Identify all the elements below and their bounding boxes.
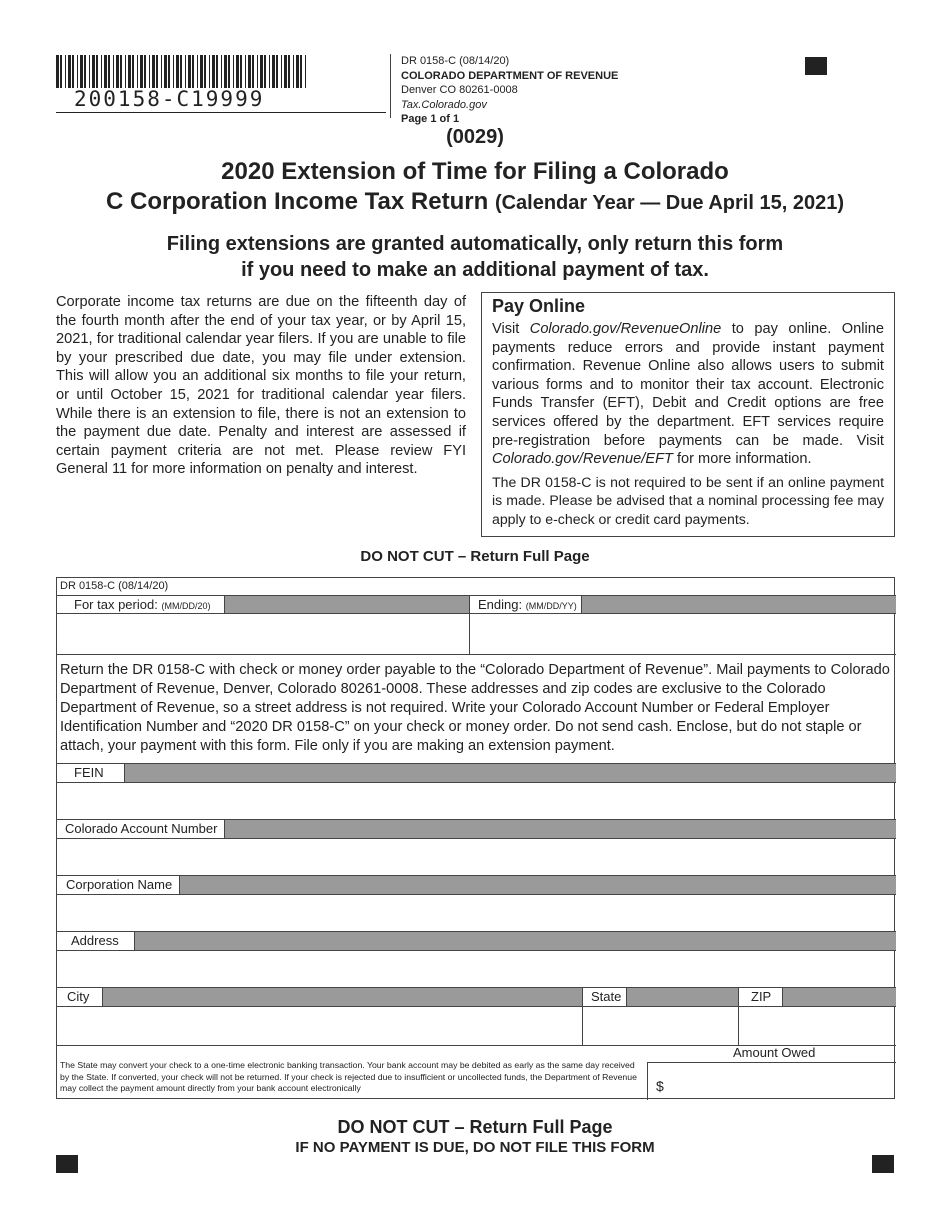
barcode-bar (180, 55, 182, 88)
ending-label (470, 596, 582, 613)
barcode-bar (72, 55, 74, 88)
voucher-form-id: DR 0158-C (08/14/20) (60, 580, 169, 592)
pay-online-text-a: Visit (492, 321, 530, 337)
barcode-bar (216, 55, 218, 88)
state-input[interactable] (583, 1007, 738, 1045)
barcode-bar (305, 55, 306, 88)
barcode-bar (161, 55, 162, 88)
barcode-bar (188, 55, 191, 88)
tax-period-label (57, 596, 225, 613)
header-form-id: DR 0158-C (08/14/20) (401, 55, 510, 67)
barcode-bar (176, 55, 179, 88)
pay-online-text-c: for more information. (672, 451, 812, 468)
barcode-bar (248, 55, 251, 88)
do-not-cut-notice: DO NOT CUT – Return Full Page (360, 548, 590, 565)
barcode-bar (120, 55, 122, 88)
barcode-bar (300, 55, 302, 88)
barcode-bar (128, 55, 131, 88)
intro-paragraph: Corporate income tax returns are due on the fifteenth day of the fourth month after the end of your tax year, or by April 15, 2021, for traditional calendar year filers. If you are unable to file by your prescribed due date, you may file under extension. This will allow you an additional six months to file your return, or until October 15, 2021 for traditional calendar year filers. While there is an extension to file, there is not an extension to the payment due date. Penalty and interest are assessed if certain payment criteria are not met. Please review FYI General 11 for more information on penalty and interest. (56, 294, 466, 478)
footer-no-payment-notice: IF NO PAYMENT IS DUE, DO NOT FILE THIS FORM (295, 1139, 655, 1156)
tax-period-format: (MM/DD/20) (161, 601, 211, 611)
barcode-bar (233, 55, 234, 88)
barcode-bar (185, 55, 186, 88)
barcode-bar (164, 55, 167, 88)
dollar-sign: $ (656, 1078, 664, 1094)
subtitle-line-1: Filing extensions are granted automatically, only return this form (166, 233, 784, 255)
barcode-bar (240, 55, 242, 88)
title-line-1: 2020 Extension of Time for Filing a Colorado (221, 158, 729, 185)
header-department: COLORADO DEPARTMENT OF REVENUE (401, 69, 619, 82)
registration-mark-bottom-left (56, 1155, 78, 1173)
header-divider (390, 54, 391, 118)
corporation-name-input[interactable] (57, 895, 896, 931)
divider (57, 654, 896, 655)
barcode-bar (56, 55, 59, 88)
address-input[interactable] (57, 951, 896, 987)
barcode-underline (56, 112, 386, 113)
barcode-bar (224, 55, 227, 88)
barcode-bar (104, 55, 107, 88)
barcode-bar (101, 55, 102, 88)
label-bar (57, 932, 896, 950)
barcode-bar (276, 55, 278, 88)
barcode-bar (197, 55, 198, 88)
barcode-bar (113, 55, 114, 88)
fein-input[interactable] (57, 783, 896, 819)
pay-online-box (481, 292, 895, 537)
barcode-bar (245, 55, 246, 88)
barcode-bar (168, 55, 170, 88)
barcode-bar (272, 55, 275, 88)
amount-owed-input[interactable] (669, 1063, 896, 1099)
city-input[interactable] (57, 1007, 582, 1045)
zip-label: ZIP (739, 988, 783, 1006)
barcode-bar (252, 55, 254, 88)
city-label: City (57, 988, 103, 1006)
barcode-bar (173, 55, 174, 88)
revenue-online-link[interactable]: Colorado.gov/RevenueOnline (529, 321, 722, 337)
footer-do-not-cut: DO NOT CUT – Return Full Page (337, 1117, 613, 1137)
barcode-bar (65, 55, 66, 88)
pay-online-title: Pay Online (492, 296, 586, 316)
mailing-instructions: Return the DR 0158-C with check or money order payable to the “Colorado Department of Revenue”. Mail payments to Colorado Department of Revenue, Denver, Colorado 80261-0008. These addresses and zip codes are exclusive to the Colorado Department of Revenue, so a street address is not required. Write your Colorado Account Number or Federal Employer Identification Number and “2020 DR 0158-C” on your check or money order. Do not send cash. Enclose, but do not staple or attach, your payment with this form. File only if you are making an extension payment. (60, 662, 890, 754)
barcode-bar (284, 55, 287, 88)
barcode-number: 200158-C19999 (74, 87, 265, 111)
barcode-bar (269, 55, 270, 88)
eft-link[interactable]: Colorado.gov/Revenue/EFT (492, 451, 673, 468)
barcode-bar (140, 55, 143, 88)
barcode-bar (80, 55, 83, 88)
barcode-bar (60, 55, 62, 88)
barcode-bars (56, 55, 310, 88)
registration-mark-bottom-right (872, 1155, 894, 1173)
barcode-bar (96, 55, 98, 88)
form-code: (0029) (446, 126, 504, 148)
label-bar (581, 596, 896, 613)
barcode-bar (296, 55, 299, 88)
barcode-bar (108, 55, 110, 88)
header-page: Page 1 of 1 (401, 113, 460, 125)
header-address: Denver CO 80261-0008 (401, 84, 518, 96)
barcode-bar (116, 55, 119, 88)
barcode-bar (152, 55, 155, 88)
registration-mark-top-right (805, 57, 827, 75)
barcode-bar (200, 55, 203, 88)
corporation-name-label: Corporation Name (57, 876, 180, 894)
barcode (56, 55, 310, 113)
barcode-bar (212, 55, 215, 88)
title-line-2-main: C Corporation Income Tax Return (106, 188, 489, 215)
label-bar (224, 596, 469, 613)
form-header (401, 54, 618, 127)
barcode-bar (257, 55, 258, 88)
title-due-date: (Calendar Year — Due April 15, 2021) (494, 192, 844, 214)
pay-online-paragraph-2: The DR 0158-C is not required to be sent if an online payment is made. Please be advised that a nominal processing fee may apply to e-check or credit card payments. (492, 473, 884, 527)
barcode-bar (92, 55, 95, 88)
barcode-bar (125, 55, 126, 88)
fein-label: FEIN (57, 764, 125, 782)
zip-input[interactable] (739, 1007, 896, 1045)
check-conversion-disclaimer: The State may convert your check to a one-time electronic banking transaction. Your bank account may be debited as early as the same day received by the State. If converted, your check will not be returned. If your check is rejected due to insufficient or uncollected funds, the Department of Revenue may collect the payment amount directly from your bank account electronically (60, 1060, 637, 1093)
address-label: Address (57, 932, 135, 950)
barcode-bar (281, 55, 282, 88)
barcode-bar (293, 55, 294, 88)
payment-voucher (56, 577, 895, 1099)
ending-label-text: Ending: (478, 597, 523, 612)
barcode-bar (204, 55, 206, 88)
pay-online-paragraph-1 (492, 320, 884, 469)
ending-format: (MM/DD/YY) (525, 601, 577, 611)
header-website: Tax.Colorado.gov (401, 98, 487, 111)
subtitle-line-2: if you need to make an additional payment of tax. (241, 259, 709, 281)
barcode-bar (84, 55, 86, 88)
barcode-bar (221, 55, 222, 88)
barcode-bar (228, 55, 230, 88)
barcode-bar (209, 55, 210, 88)
label-bar (57, 764, 896, 782)
barcode-bar (236, 55, 239, 88)
barcode-bar (260, 55, 263, 88)
barcode-bar (156, 55, 158, 88)
label-bar (57, 876, 896, 894)
pay-online-text-b: to pay online. Online payments reduce errors and provide instant payment confirmation. Revenue Online also allows users to submit various forms and to monitor their tax account. Electronic Funds Transfer (EFT), Debit and Credit options are free services offered by the department. EFT services require pre-registration before payments can be made. Visit (492, 321, 884, 449)
barcode-bar (89, 55, 90, 88)
state-label: State (583, 988, 627, 1006)
barcode-bar (264, 55, 266, 88)
amount-owed-label: Amount Owed (733, 1045, 816, 1060)
barcode-bar (77, 55, 78, 88)
account-number-input[interactable] (57, 839, 896, 875)
barcode-bar (144, 55, 146, 88)
account-number-label: Colorado Account Number (57, 820, 225, 838)
barcode-bar (288, 55, 290, 88)
tax-period-input[interactable] (57, 614, 469, 654)
barcode-bar (132, 55, 134, 88)
barcode-bar (137, 55, 138, 88)
divider (647, 1062, 648, 1100)
tax-period-label-text: For tax period: (74, 597, 158, 612)
barcode-bar (149, 55, 150, 88)
ending-input[interactable] (470, 614, 896, 654)
title-line-2 (0, 188, 950, 216)
barcode-bar (68, 55, 71, 88)
barcode-bar (192, 55, 194, 88)
